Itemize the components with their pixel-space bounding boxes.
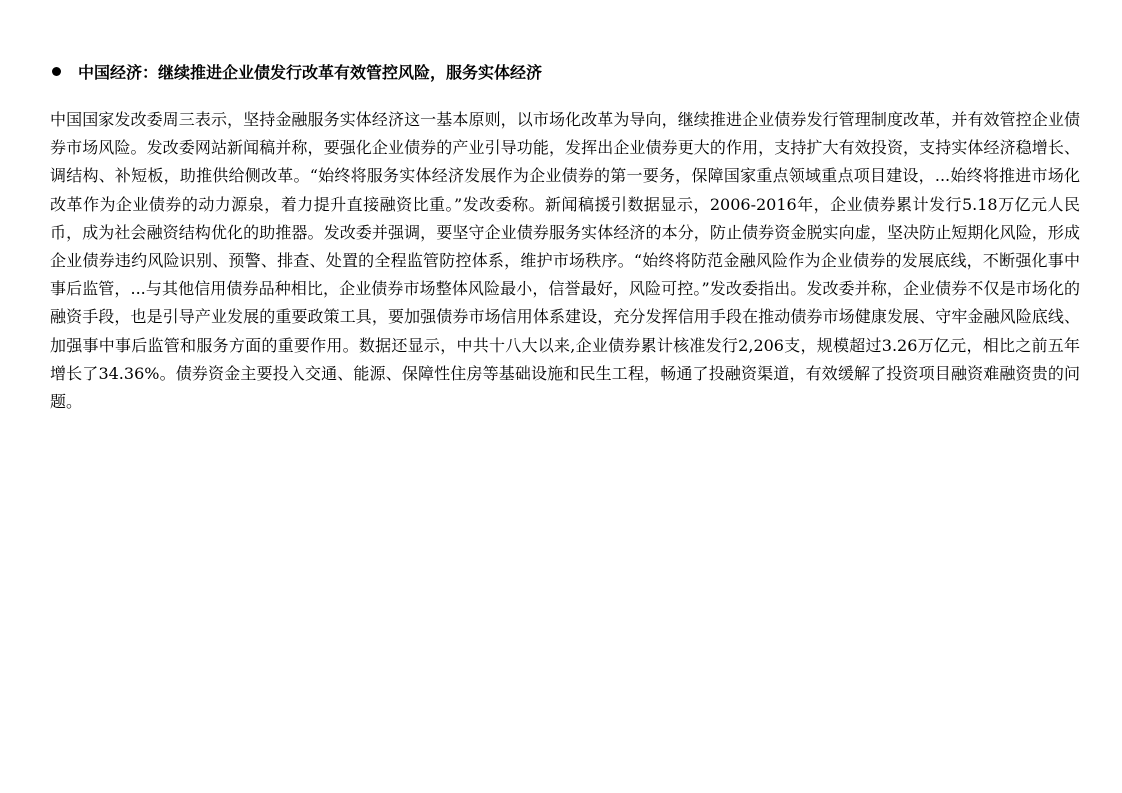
section-heading bbox=[50, 58, 1080, 84]
section-heading-text: 中国经济：继续推进企业债发行改革有效管控风险，服务实体经济 bbox=[78, 62, 543, 82]
bullet-icon bbox=[52, 67, 61, 76]
body-paragraph: 中国国家发改委周三表示，坚持金融服务实体经济这一基本原则，以市场化改革为导向，继续推进企业债券发行管理制度改革，并有效管控企业债券市场风险。发改委网站新闻稿并称，要强化企业债券的产业引导功能，发挥出企业债券更大的作用，支持扩大有效投资，支持实体经济稳增长、调结构、补短板，助推供给侧改革。“始终将服务实体经济发展作为企业债券的第一要务，保障国家重点领域重点项目建设，...始终将推进市场化改革作为企业债券的动力源泉，着力提升直接融资比重。”发改委称。新闻稿援引数据显示，2006-2016年，企业债券累计发行5.18万亿元人民币，成为社会融资结构优化的助推器。发改委并强调，要坚守企业债券服务实体经济的本分，防止债券资金脱实向虚，坚决防止短期化风险，形成企业债券违约风险识别、预警、排查、处置的全程监管防控体系，维护市场秩序。“始终将防范金融风险作为企业债券的发展底线，不断强化事中事后监管，...与其他信用债券品种相比，企业债券市场整体风险最小，信誉最好，风险可控。”发改委指出。发改委并称，企业债券不仅是市场化的融资手段，也是引导产业发展的重要政策工具，要加强债券市场信用体系建设，充分发挥信用手段在推动债券市场健康发展、守牢金融风险底线、加强事中事后监管和服务方面的重要作用。数据还显示，中共十八大以来,企业债券累计核准发行2,206支，规模超过3.26万亿元，相比之前五年增长了34.36%。债券资金主要投入交通、能源、保障性住房等基础设施和民生工程，畅通了投融资渠道，有效缓解了投资项目融资难融资贵的问题。 bbox=[50, 110, 1080, 412]
